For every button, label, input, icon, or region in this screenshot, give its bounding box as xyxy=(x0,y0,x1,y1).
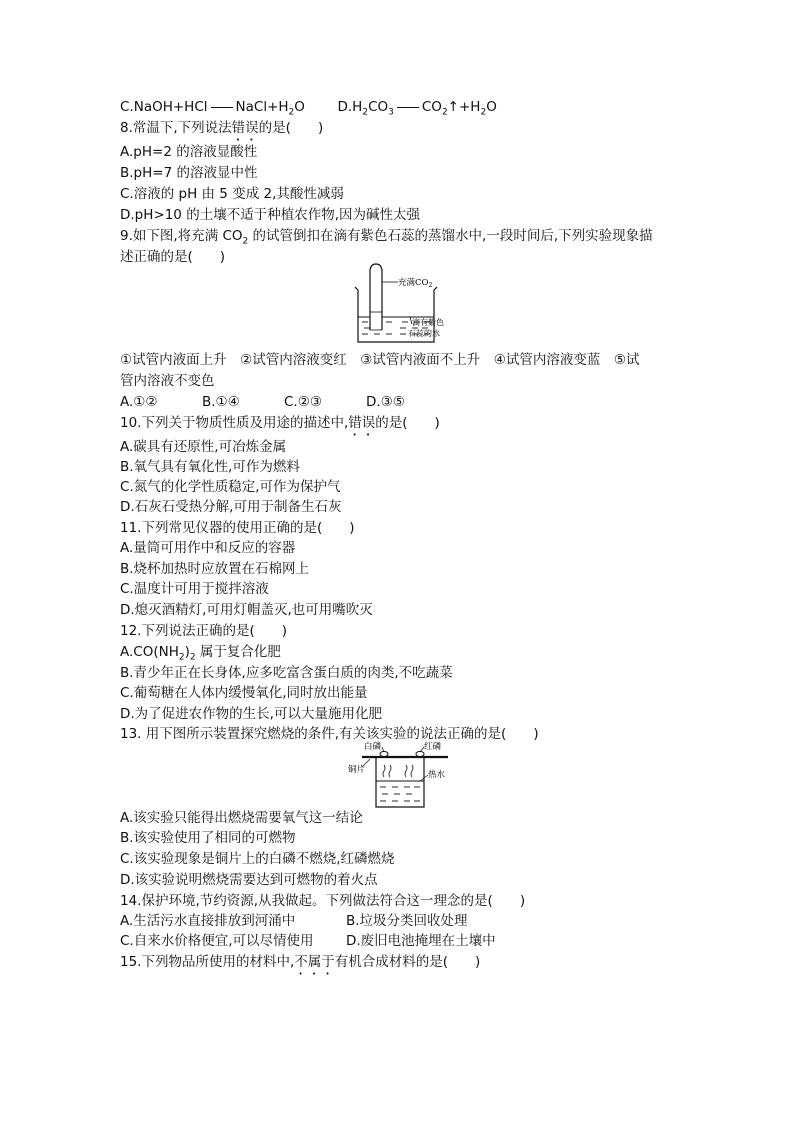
q12-option-c: C.葡萄糖在人体内缓慢氧化,同时放出能量 xyxy=(120,685,368,701)
q7-option-d: $D.H_2CO_3$ $CO_2↑+H_2O$ xyxy=(337,99,497,118)
q15-stem: 15.下列物品所使用的材料中,不属于有机合成材料的是( ) xyxy=(120,954,481,970)
q9-option-d: D.③⑤ xyxy=(366,394,405,410)
q13-stem: 13. 用下图所示装置探究燃烧的条件,有关该实验的说法正确的是( ) xyxy=(120,726,539,742)
label-hot-water: 热水 xyxy=(428,770,446,780)
q9-option-b: B.①④ xyxy=(202,394,240,410)
q8-stem: 8.常温下,下列说法错误的是( ) xyxy=(120,120,324,136)
q8-option-d: D.pH>10 的土壤不适于种植农作物,因为碱性太强 xyxy=(120,207,420,223)
q10-option-b: B.氧气具有氧化性,可作为燃料 xyxy=(120,459,300,475)
q14-stem: 14.保护环境,节约资源,从我做起。下列做法符合这一理念的是( ) xyxy=(120,893,526,909)
q8-option-a: A.pH=2 的溶液显酸性 xyxy=(120,144,258,160)
q13-option-d: D.该实验说明燃烧需要达到可燃物的着火点 xyxy=(120,872,378,888)
label-red-phosphorus: 红磷 xyxy=(424,742,442,752)
q11-option-b: B.烧杯加热时应放置在石棉网上 xyxy=(120,561,310,577)
hot-water-hatching xyxy=(380,787,420,801)
q14-option-a: A.生活污水直接排放到河涌中 xyxy=(120,913,296,929)
label-white-phosphorus: 白磷 xyxy=(364,742,382,752)
q9-figure-inverted-tube xyxy=(350,262,460,346)
q13-option-b: B.该实验使用了相同的可燃物 xyxy=(120,830,296,846)
q11-option-d: D.熄灭酒精灯,可用灯帽盖灭,也可用嘴吹灭 xyxy=(120,602,373,618)
q12-stem: 12.下列说法正确的是( ) xyxy=(120,623,288,639)
q11-option-a: A.量筒可用作中和反应的容器 xyxy=(120,540,296,556)
q10-option-c: C.氮气的化学性质稳定,可作为保护气 xyxy=(120,479,341,495)
q14-option-b: B.垃圾分类回收处理 xyxy=(346,913,468,929)
q10-option-a: A.碳具有还原性,可冶炼金属 xyxy=(120,439,287,455)
q13-option-a: A.该实验只能得出燃烧需要氧气这一结论 xyxy=(120,810,363,826)
q12-option-b: B.青少年正在长身体,应多吃富含蛋白质的肉类,不吃蔬菜 xyxy=(120,665,453,681)
label-co2-filled: 充满$CO_2$ xyxy=(398,278,433,289)
q14-option-d: D.废旧电池掩埋在土壤中 xyxy=(346,933,496,949)
q9-option-a: A.①② xyxy=(120,394,158,410)
q13-figure-combustion xyxy=(348,741,460,811)
q9-statements-line1: ①试管内液面上升 ②试管内溶液变红 ③试管内液面不上升 ④试管内溶液变蓝 ⑤试 xyxy=(120,352,640,368)
q9-stem-line2: 述正确的是( ) xyxy=(120,249,226,265)
q12-option-d: D.为了促进农作物的生长,可以大量施用化肥 xyxy=(120,706,382,722)
q11-option-c: C.温度计可用于搅拌溶液 xyxy=(120,581,269,597)
q9-stem-line1: 9.如下图,将充满 $CO_2$ 的试管倒扣在滴有紫色石蕊的蒸馏水中,一段时间后,下列实验现象描 xyxy=(120,228,653,247)
q13-option-c: C.该实验现象是铜片上的白磷不燃烧,红磷燃烧 xyxy=(120,851,395,867)
q9-option-c: C.②③ xyxy=(284,394,322,410)
q10-stem: 10.下列关于物质性质及用途的描述中,错误的是( ) xyxy=(120,415,440,431)
q7-option-c: C.NaOH+HCl $NaCl+H_2O$ xyxy=(120,99,305,118)
label-litmus-1: 滴有紫色 xyxy=(412,318,444,327)
q8-option-c: C.溶液的 pH 由 5 变成 2,其酸性减弱 xyxy=(120,186,344,202)
q14-option-c: C.自来水价格便宜,可以尽情使用 xyxy=(120,933,314,949)
label-copper-sheet: 铜片 xyxy=(348,765,366,775)
label-litmus-2: 石蕊的水 xyxy=(408,329,440,338)
q8-option-b: B.pH=7 的溶液显中性 xyxy=(120,165,258,181)
q12-option-a: $A.CO(NH_2)_2$ 属于复合化肥 xyxy=(120,644,281,663)
heat-waves xyxy=(383,765,413,777)
q11-stem: 11.下列常见仪器的使用正确的是( ) xyxy=(120,520,355,536)
q9-statements-line2: 管内溶液不变色 xyxy=(120,373,215,389)
q10-option-d: D.石灰石受热分解,可用于制备生石灰 xyxy=(120,499,342,515)
